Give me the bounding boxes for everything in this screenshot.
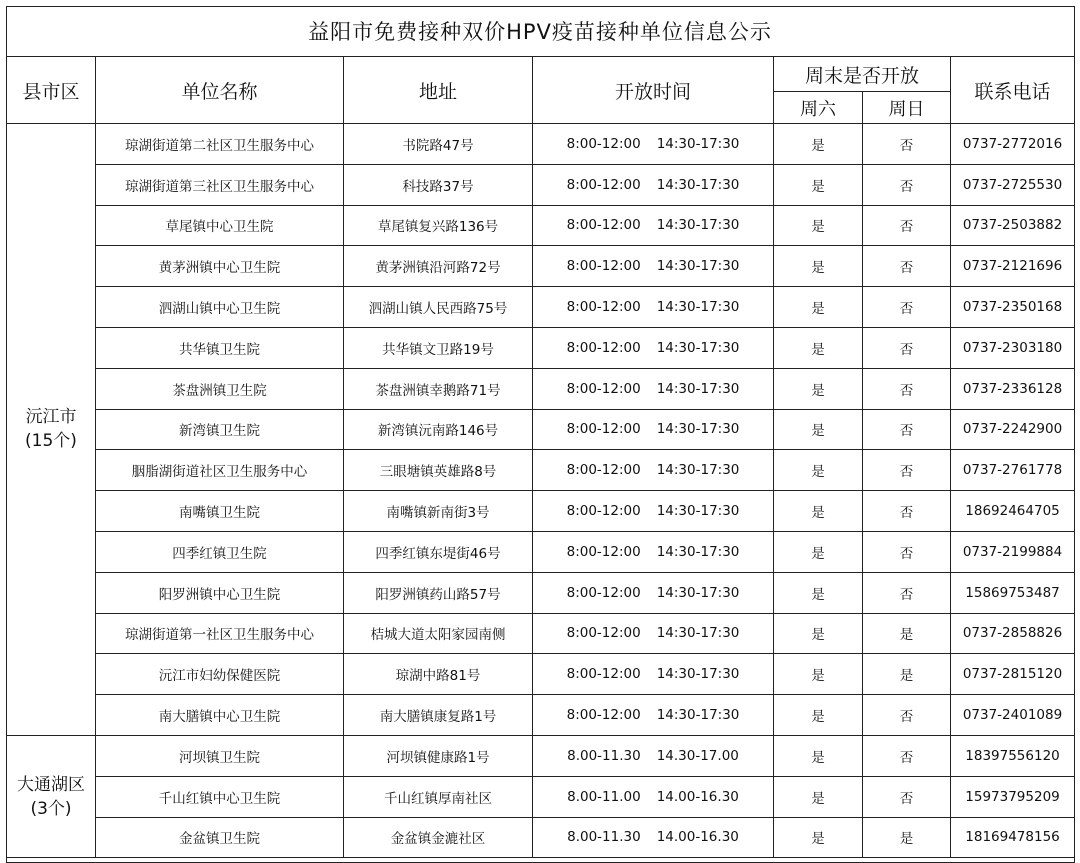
header-hours: 开放时间 [533,57,774,124]
table-row [7,776,1075,817]
vaccination-units-table [6,56,1075,858]
saturday-open-cell: 是 [774,491,863,532]
hours-cell [533,654,774,695]
morning-hours: 8:00-12:00 [566,625,641,642]
header-region: 县市区 [7,57,96,124]
afternoon-hours: 14:30-17:30 [656,176,740,193]
unit-name-cell: 泗湖山镇中心卫生院 [96,287,344,328]
address-cell: 三眼塘镇英雄路8号 [344,450,533,491]
saturday-open-cell: 是 [774,613,863,654]
afternoon-hours: 14.00-16.30 [656,788,739,805]
hours-cell [533,735,774,776]
table-row [7,531,1075,572]
hours-cell [533,695,774,736]
phone-cell: 15973795209 [951,776,1075,817]
table-row [7,205,1075,246]
table-row [7,327,1075,368]
header-weekend: 周末是否开放 [774,57,951,92]
sunday-open-cell: 否 [863,735,951,776]
table-row [7,124,1075,165]
phone-cell: 0737-2336128 [951,368,1075,409]
table-row [7,491,1075,532]
unit-name-cell: 共华镇卫生院 [96,327,344,368]
unit-name-cell: 琼湖街道第三社区卫生服务中心 [96,164,344,205]
region-name: 沅江市 [25,407,77,428]
afternoon-hours: 14:30-17:30 [656,380,740,397]
phone-cell: 0737-2350168 [951,287,1075,328]
table-row [7,287,1075,328]
phone-cell: 0737-2725530 [951,164,1075,205]
region-name: 大通湖区 [17,774,85,795]
address-cell: 南嘴镇新南街3号 [344,491,533,532]
hours-cell [533,287,774,328]
unit-name-cell: 黄茅洲镇中心卫生院 [96,246,344,287]
afternoon-hours: 14.00-16.30 [656,829,739,846]
table-row [7,572,1075,613]
unit-name-cell: 阳罗洲镇中心卫生院 [96,572,344,613]
hours-cell [533,164,774,205]
phone-cell: 18169478156 [951,817,1075,858]
address-cell: 书院路47号 [344,124,533,165]
hours-cell [533,531,774,572]
phone-cell: 0737-2858826 [951,613,1075,654]
hours-cell [533,124,774,165]
morning-hours: 8:00-12:00 [566,258,641,275]
morning-hours: 8:00-12:00 [566,339,641,356]
sunday-open-cell: 否 [863,327,951,368]
region-count: (15个) [25,431,77,452]
saturday-open-cell: 是 [774,368,863,409]
phone-cell: 0737-2761778 [951,450,1075,491]
header-address: 地址 [344,57,533,124]
address-cell: 金盆镇金漉社区 [344,817,533,858]
table-row [7,735,1075,776]
region-cell [7,124,96,736]
address-cell: 四季红镇东堤街46号 [344,531,533,572]
sunday-open-cell: 是 [863,817,951,858]
sunday-open-cell: 否 [863,368,951,409]
sunday-open-cell: 否 [863,205,951,246]
hours-cell [533,205,774,246]
hours-cell [533,491,774,532]
address-cell: 新湾镇沅南路146号 [344,409,533,450]
sunday-open-cell: 否 [863,531,951,572]
table-row [7,246,1075,287]
address-cell: 桔城大道太阳家园南侧 [344,613,533,654]
table-row [7,450,1075,491]
saturday-open-cell: 是 [774,287,863,328]
sunday-open-cell: 否 [863,491,951,532]
hours-cell [533,409,774,450]
phone-cell: 15869753487 [951,572,1075,613]
phone-cell: 18397556120 [951,735,1075,776]
unit-name-cell: 琼湖街道第一社区卫生服务中心 [96,613,344,654]
sunday-open-cell: 否 [863,695,951,736]
saturday-open-cell: 是 [774,735,863,776]
saturday-open-cell: 是 [774,654,863,695]
hours-cell [533,572,774,613]
unit-name-cell: 南大膳镇中心卫生院 [96,695,344,736]
hours-cell [533,776,774,817]
sunday-open-cell: 否 [863,450,951,491]
header-saturday: 周六 [774,92,863,124]
morning-hours: 8.00-11.00 [567,788,641,805]
unit-name-cell: 琼湖街道第二社区卫生服务中心 [96,124,344,165]
address-cell: 千山红镇厚南社区 [344,776,533,817]
saturday-open-cell: 是 [774,450,863,491]
morning-hours: 8:00-12:00 [566,462,641,479]
morning-hours: 8:00-12:00 [566,176,641,193]
afternoon-hours: 14:30-17:30 [656,299,740,316]
address-cell: 科技路37号 [344,164,533,205]
sunday-open-cell: 否 [863,409,951,450]
saturday-open-cell: 是 [774,246,863,287]
sunday-open-cell: 是 [863,654,951,695]
phone-cell: 0737-2503882 [951,205,1075,246]
saturday-open-cell: 是 [774,531,863,572]
hours-cell [533,613,774,654]
address-cell: 草尾镇复兴路136号 [344,205,533,246]
saturday-open-cell: 是 [774,164,863,205]
morning-hours: 8.00-11.30 [567,747,641,764]
sunday-open-cell: 是 [863,613,951,654]
phone-cell: 0737-2303180 [951,327,1075,368]
address-cell: 河坝镇健康路1号 [344,735,533,776]
address-cell: 茶盘洲镇幸鹅路71号 [344,368,533,409]
saturday-open-cell: 是 [774,817,863,858]
morning-hours: 8:00-12:00 [566,421,641,438]
morning-hours: 8.00-11.30 [567,829,641,846]
table-row [7,409,1075,450]
hours-cell [533,368,774,409]
sunday-open-cell: 否 [863,246,951,287]
table-row [7,368,1075,409]
saturday-open-cell: 是 [774,776,863,817]
table-row [7,613,1075,654]
phone-cell: 0737-2772016 [951,124,1075,165]
header-sunday: 周日 [863,92,951,124]
afternoon-hours: 14:30-17:30 [656,135,740,152]
sunday-open-cell: 否 [863,776,951,817]
address-cell: 阳罗洲镇药山路57号 [344,572,533,613]
afternoon-hours: 14:30-17:30 [656,503,740,520]
sunday-open-cell: 否 [863,572,951,613]
unit-name-cell: 金盆镇卫生院 [96,817,344,858]
table-row [7,817,1075,858]
sunday-open-cell: 否 [863,124,951,165]
sunday-open-cell: 否 [863,164,951,205]
address-cell: 南大膳镇康复路1号 [344,695,533,736]
saturday-open-cell: 是 [774,695,863,736]
hours-cell [533,450,774,491]
afternoon-hours: 14:30-17:30 [656,258,740,275]
afternoon-hours: 14:30-17:30 [656,421,740,438]
unit-name-cell: 胭脂湖街道社区卫生服务中心 [96,450,344,491]
header-phone: 联系电话 [951,57,1075,124]
morning-hours: 8:00-12:00 [566,584,641,601]
saturday-open-cell: 是 [774,327,863,368]
header-unit: 单位名称 [96,57,344,124]
table-header [7,57,1075,124]
hours-cell [533,246,774,287]
unit-name-cell: 沅江市妇幼保健医院 [96,654,344,695]
address-cell: 黄茅洲镇沿河路72号 [344,246,533,287]
afternoon-hours: 14:30-17:30 [656,584,740,601]
unit-name-cell: 河坝镇卫生院 [96,735,344,776]
phone-cell: 0737-2121696 [951,246,1075,287]
hours-cell [533,817,774,858]
morning-hours: 8:00-12:00 [566,135,641,152]
address-cell: 琼湖中路81号 [344,654,533,695]
afternoon-hours: 14:30-17:30 [656,666,740,683]
afternoon-hours: 14:30-17:30 [656,339,740,356]
region-cell [7,735,96,857]
unit-name-cell: 四季红镇卫生院 [96,531,344,572]
sunday-open-cell: 否 [863,287,951,328]
table-row [7,695,1075,736]
afternoon-hours: 14:30-17:30 [656,543,740,560]
saturday-open-cell: 是 [774,572,863,613]
phone-cell: 18692464705 [951,491,1075,532]
phone-cell: 0737-2199884 [951,531,1075,572]
phone-cell: 0737-2401089 [951,695,1075,736]
phone-cell: 0737-2815120 [951,654,1075,695]
morning-hours: 8:00-12:00 [566,543,641,560]
region-count: (3个) [30,798,72,819]
morning-hours: 8:00-12:00 [566,217,641,234]
saturday-open-cell: 是 [774,205,863,246]
phone-cell: 0737-2242900 [951,409,1075,450]
table-row [7,654,1075,695]
morning-hours: 8:00-12:00 [566,299,641,316]
afternoon-hours: 14:30-17:30 [656,462,740,479]
hours-cell [533,327,774,368]
morning-hours: 8:00-12:00 [566,707,641,724]
unit-name-cell: 南嘴镇卫生院 [96,491,344,532]
afternoon-hours: 14.30-17.00 [656,747,739,764]
page-title: 益阳市免费接种双价HPV疫苗接种单位信息公示 [308,20,772,44]
address-cell: 共华镇文卫路19号 [344,327,533,368]
afternoon-hours: 14:30-17:30 [656,625,740,642]
unit-name-cell: 茶盘洲镇卫生院 [96,368,344,409]
table-body [7,124,1075,858]
morning-hours: 8:00-12:00 [566,666,641,683]
afternoon-hours: 14:30-17:30 [656,217,740,234]
unit-name-cell: 草尾镇中心卫生院 [96,205,344,246]
table-row [7,164,1075,205]
afternoon-hours: 14:30-17:30 [656,707,740,724]
saturday-open-cell: 是 [774,409,863,450]
morning-hours: 8:00-12:00 [566,503,641,520]
unit-name-cell: 新湾镇卫生院 [96,409,344,450]
saturday-open-cell: 是 [774,124,863,165]
morning-hours: 8:00-12:00 [566,380,641,397]
unit-name-cell: 千山红镇中心卫生院 [96,776,344,817]
address-cell: 泗湖山镇人民西路75号 [344,287,533,328]
